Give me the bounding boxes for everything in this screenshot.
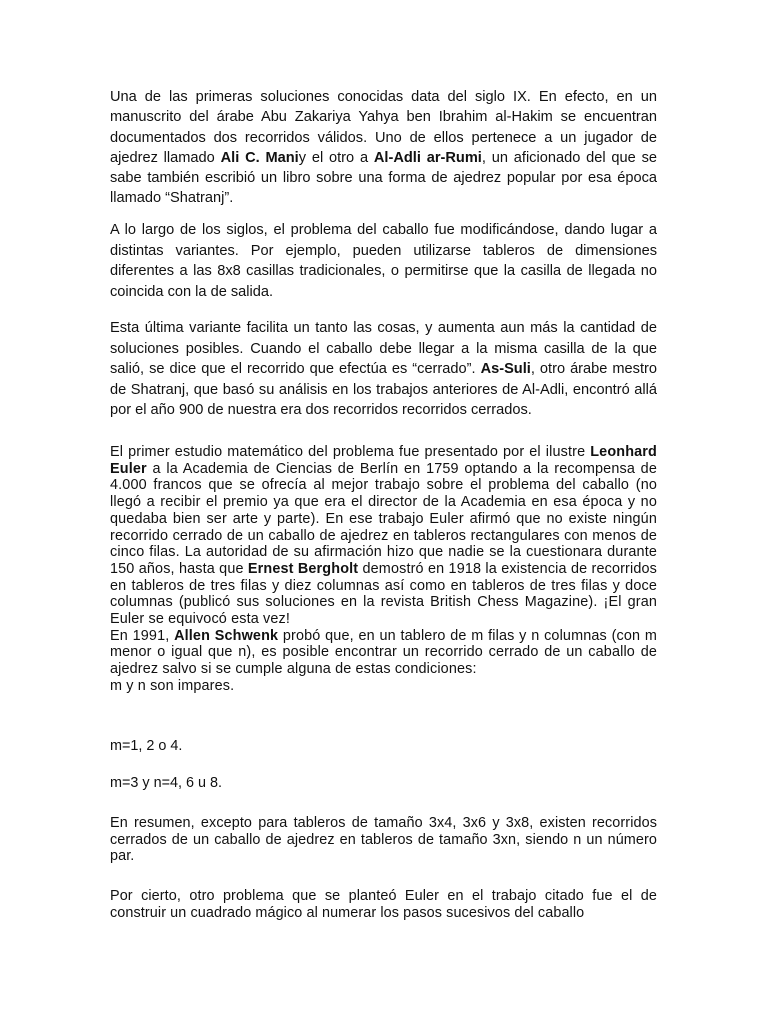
text: a la Academia de Ciencias de Berlín en 1759 optando a la recompensa de 4.000 francos que se ofrecía al mejor trabajo sobre el problema del caballo (no llegó a recibir el premio ya que era el director de la Academia en esa época y no quedaba bien ser arte y parte). En ese trabajo Euler afirmó que no existe ningún recorrido cerrado de un caballo de ajedrez en tableros rectangulares con menos de cinco filas. La autoridad de su afirmación hizo que nadie se la cuestionara durante 150 años, hasta que	[110, 460, 657, 577]
name-as-suli: As-Suli	[480, 361, 531, 377]
text: El primer estudio matemático del problema fue presentado por el ilustre	[110, 444, 591, 460]
paragraph-final: Por cierto, otro problema que se planteó Euler en el trabajo citado fue el de construir un cuadrado mágico al numerar los pasos sucesivos del caballo	[110, 888, 657, 921]
name-allen-schwenk: Allen Schwenk	[174, 627, 279, 644]
paragraph-summary: En resumen, excepto para tableros de tamaño 3x4, 3x6 y 3x8, existen recorridos cerrados de un caballo de ajedrez en tableros de tamaño 3xn, siendo n un número par.	[110, 815, 657, 865]
text: En 1991,	[110, 627, 175, 644]
name-leonhard-euler: Leonhard Euler	[110, 444, 657, 477]
text: y el otro a	[298, 149, 374, 166]
text: , otro árabe mestro de Shatranj, que basó su análisis en los trabajos anteriores de Al-Adli, encontró allá por el año 900 de nuestra era dos recorridos recorridos cerrados.	[110, 361, 658, 418]
text: probó que, en un tablero de m filas y n columnas (con m menor o igual que n), es posible encontrar un recorrido cerrado de un caballo de ajedrez salvo si se cumple alguna de estas condiciones:	[110, 627, 658, 678]
text: Una de las primeras soluciones conocidas data del siglo IX. En efecto, en un manuscrito del árabe Abu Zakariya Yahya ben Ibrahim al-Hakim se encuentran documentados dos recorridos válidos. Uno de ellos pertenece a un jugador de ajedrez llamado	[110, 89, 657, 166]
paragraph-2: A lo largo de los siglos, el problema del caballo fue modificándose, dando lugar a distintas variantes. Por ejemplo, pueden utilizarse tableros de dimensiones diferentes a las 8x8 casillas tradicionales, o permitirse que la casilla de llegada no coincida con la de salida.	[110, 222, 657, 300]
text: Esta última variante facilita un tanto las cosas, y aumenta aun más la cantidad de soluciones posibles. Cuando el caballo debe llegar a la misma casilla de la que salió, se dice que el recorrido que efectúa es “cerrado”.	[110, 320, 657, 377]
condition-1: m y n son impares.	[110, 677, 235, 694]
paragraph-4	[110, 444, 657, 695]
name-ernest-bergholt: Ernest Bergholt	[247, 560, 359, 577]
text: demostró en 1918 la existencia de recorridos en tableros de tres filas y diez columnas así como en tableros de tres filas y doce columnas (publicó sus soluciones en la revista British Chess Magazine). ¡El gran Euler se equivocó esta vez!	[110, 560, 658, 628]
name-ali-c-mani: Ali C. Mani	[220, 149, 299, 166]
condition-3: m=3 y n=4, 6 u 8.	[110, 775, 222, 791]
condition-2: m=1, 2 o 4.	[110, 738, 183, 754]
name-al-adli: Al-Adli ar-Rumi	[373, 149, 482, 166]
paragraph-1	[110, 87, 657, 209]
paragraph-3	[110, 318, 657, 421]
text: , un aficionado del que se sabe también escribió un libro sobre una forma de ajedrez popular por esa época llamado “Shatranj”.	[110, 149, 657, 207]
